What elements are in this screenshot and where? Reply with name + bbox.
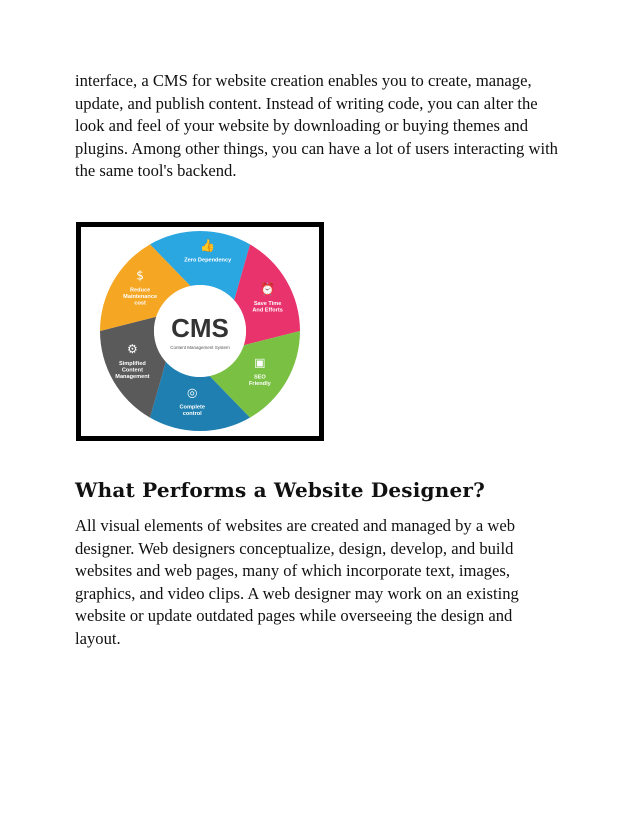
segment-label: SEO xyxy=(253,374,266,381)
segment-label: Content xyxy=(121,367,143,374)
segment-label: control xyxy=(182,411,202,418)
alarm-clock-icon: ⏰ xyxy=(260,281,276,296)
segment-label: Reduce xyxy=(130,287,151,294)
thumbs-up-icon: 👍 xyxy=(200,238,216,253)
section-heading: What Performs a Website Designer? xyxy=(75,478,486,502)
text-line: graphics, and video clips. A web designer may work on an existing xyxy=(75,583,519,603)
segment-label: Friendly xyxy=(248,380,271,387)
text-line: layout. xyxy=(75,628,121,648)
text-line: designer. Web designers conceptualize, design, develop, and build xyxy=(75,538,514,558)
cms-wheel-diagram xyxy=(81,227,319,436)
segment-label: And Efforts xyxy=(252,307,283,314)
center-subtitle: Content Management System xyxy=(170,345,230,350)
segment-label: Zero Dependency xyxy=(184,257,232,264)
gear-icon: ⚙ xyxy=(127,342,138,357)
dollar-icon: $ xyxy=(136,268,144,283)
segment-label: Save Time xyxy=(253,300,282,307)
text-line: websites and web pages, many of which incorporate text, images, xyxy=(75,561,510,581)
text-line: the same tool's backend. xyxy=(75,161,237,181)
monitor-icon: ▣ xyxy=(254,355,266,370)
cms-infographic xyxy=(76,222,324,441)
segment-label: cost xyxy=(134,300,146,307)
text-line: look and feel of your website by downloading or buying themes and xyxy=(75,116,529,136)
text-line: website or update outdated pages while overseeing the design and xyxy=(75,606,513,626)
intro-paragraph xyxy=(75,70,575,183)
segment-label: Simplified xyxy=(119,361,146,368)
segment-label: Complete xyxy=(179,404,206,411)
section-paragraph xyxy=(75,515,575,651)
center-title: CMS xyxy=(171,313,229,343)
segment-label: Maintenance xyxy=(123,294,158,301)
gamepad-icon: ◎ xyxy=(187,385,198,400)
text-line: update, and publish content. Instead of writing code, you can alter the xyxy=(75,93,538,113)
text-line: plugins. Among other things, you can have a lot of users interacting with xyxy=(75,138,558,158)
text-line: All visual elements of websites are created and managed by a web xyxy=(75,516,516,535)
text-line: interface, a CMS for website creation enables you to create, manage, xyxy=(75,71,532,90)
segment-label: Management xyxy=(115,374,150,381)
